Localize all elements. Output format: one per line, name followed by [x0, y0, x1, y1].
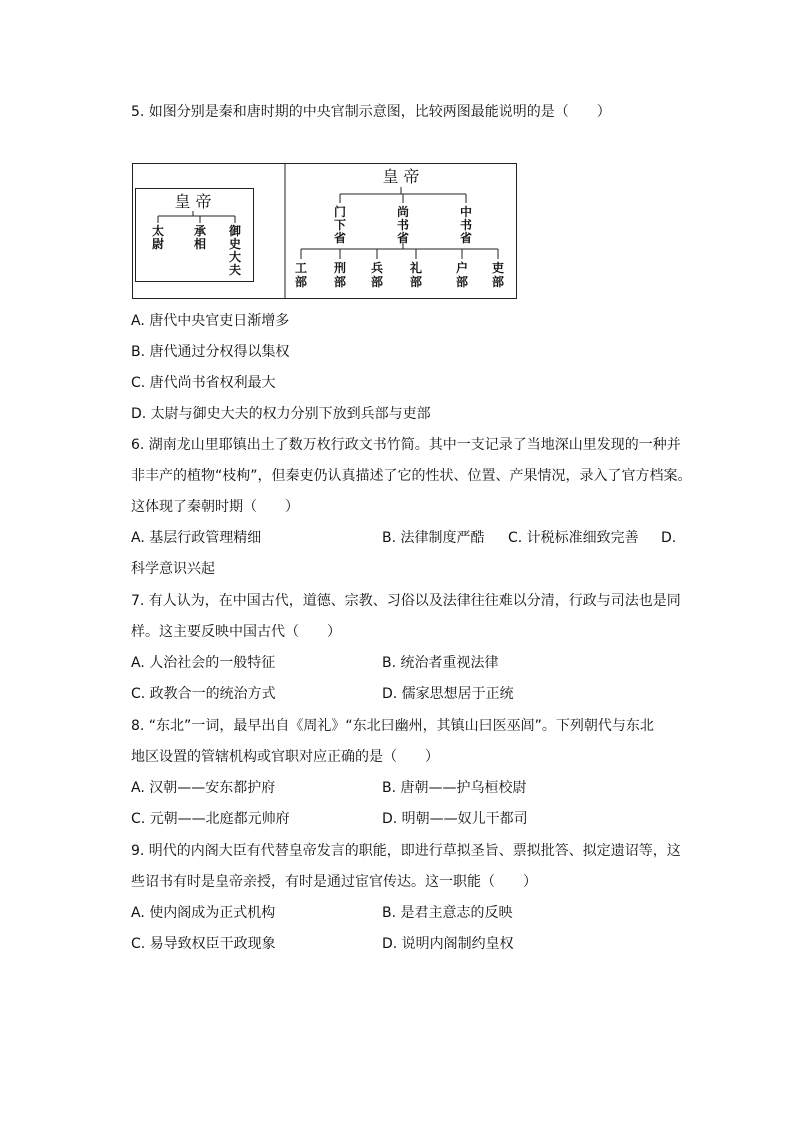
q9-option-d: D. 说明内阁制约皇权 [382, 936, 514, 952]
q9-option-c: C. 易导致权臣干政现象 [131, 936, 276, 952]
tang-emperor-label: 皇 帝 [382, 167, 420, 186]
q7-option-c: C. 政教合一的统治方式 [131, 686, 276, 702]
q7-stem-line1: 7. 有人认为，在中国古代，道德、宗教、习俗以及法律往往难以分清，行政与司法也是同 [131, 593, 681, 609]
tang-bu-label: 工部 [294, 261, 308, 289]
q6-stem-line3: 这体现了秦朝时期（ ） [131, 499, 299, 515]
qin-diagram [136, 189, 254, 282]
q5-option-c: C. 唐代尚书省权利最大 [131, 375, 276, 391]
q6-option-a: A. 基层行政管理精细 [131, 530, 262, 546]
q9-stem-line1: 9. 明代的内阁大臣有代替皇帝发言的职能，即进行草拟圣旨、票拟批答、拟定遗诏等，这 [131, 843, 681, 859]
q9-stem-line2: 些诏书有时是皇帝亲授，有时是通过宦官传达。这一职能（ ） [131, 874, 537, 890]
q6-option-d: D. [661, 530, 677, 546]
q7-option-d: D. 儒家思想居于正统 [382, 686, 514, 702]
tang-bu-label: 礼部 [409, 261, 423, 289]
tang-sheng-label: 中书省 [459, 205, 473, 245]
q9-option-a: A. 使内阁成为正式机构 [131, 905, 276, 921]
q8-stem-line1: 8. “东北”一词，最早出自《周礼》“东北曰幽州，其镇山曰医巫闾”。下列朝代与东北 [131, 718, 654, 734]
q6-stem-line1: 6. 湖南龙山里耶镇出土了数万枚行政文书竹简。其中一支记录了当地深山里发现的一种并 [131, 437, 681, 453]
q5-option-a: A. 唐代中央官吏日渐增多 [131, 313, 290, 329]
q5-option-b: B. 唐代通过分权得以集权 [131, 344, 290, 360]
q5-diagram [132, 163, 517, 299]
q8-option-a: A. 汉朝——安东都护府 [131, 780, 276, 796]
tang-bu-label: 吏部 [491, 261, 505, 289]
q6-option-d-continuation: 科学意识兴起 [131, 561, 215, 577]
q5-option-d: D. 太尉与御史大夫的权力分别下放到兵部与吏部 [131, 406, 431, 422]
q7-option-b: B. 统治者重视法律 [382, 655, 499, 671]
tang-bu-label: 户部 [455, 261, 469, 289]
q9-option-b: B. 是君主意志的反映 [382, 905, 513, 921]
q8-option-b: B. 唐朝——护乌桓校尉 [382, 780, 527, 796]
tang-bu-label: 刑部 [333, 261, 347, 289]
q7-option-a: A. 人治社会的一般特征 [131, 655, 276, 671]
q6-stem-line2: 非丰产的植物“枝枸”，但秦吏仍认真描述了它的性状、位置、产果情况，录入了官方档案。 [131, 468, 692, 484]
tang-diagram [295, 167, 504, 289]
tang-sheng-label: 尚书省 [396, 205, 410, 245]
q5-stem: 5. 如图分别是秦和唐时期的中央官制示意图，比较两图最能说明的是（ ） [131, 104, 611, 120]
tang-bu-label: 兵部 [370, 261, 384, 289]
q8-option-d: D. 明朝——奴儿干都司 [382, 811, 528, 827]
q8-stem-line2: 地区设置的管辖机构或官职对应正确的是（ ） [131, 749, 439, 765]
qin-office-label: 承相 [193, 224, 207, 251]
q6-option-c: C. 计税标准细致完善 [508, 530, 639, 546]
qin-office-label: 御史大夫 [228, 224, 242, 277]
qin-emperor-label: 皇 帝 [174, 192, 212, 211]
q6-option-b: B. 法律制度严酷 [382, 530, 485, 546]
q7-stem-line2: 样。这主要反映中国古代（ ） [131, 624, 341, 640]
q8-option-c: C. 元朝——北庭都元帅府 [131, 811, 290, 827]
qin-office-label: 太尉 [151, 224, 165, 251]
tang-sheng-label: 门下省 [333, 205, 347, 245]
